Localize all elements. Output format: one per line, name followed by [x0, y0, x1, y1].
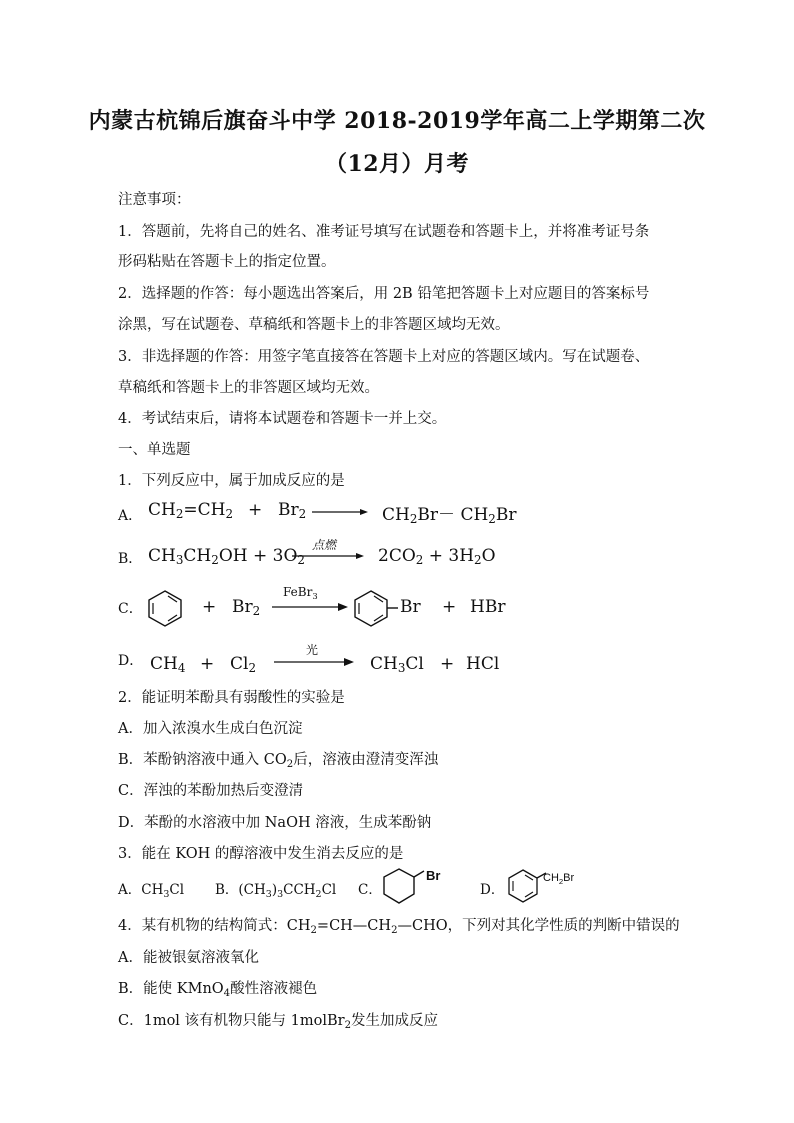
q4-stem: 4．某有机物的结构简式：$CH_2=CH—CH_2—CHO$，下列对其化学性质的判断中错误的 [118, 918, 680, 936]
q1-option-d-product2: HCl [466, 654, 500, 674]
q1-option-a-arrow-icon [310, 506, 370, 518]
q4-option-a: A．能被银氨溶液氧化 [118, 950, 259, 966]
q1-stem: 1．下列反应中，属于加成反应的是 [118, 473, 345, 489]
page-title-line2: （12月）月考 [324, 151, 470, 177]
q1-option-b-reactants: $CH_3CH_2OH + 3O_2$ [148, 546, 305, 567]
note-1a: 1．答题前，先将自己的姓名、准考证号填写在试题卷和答题卡上，并将准考证号条 [118, 224, 650, 240]
q4-option-b: B．能使 KMnO$_4$酸性溶液褪色 [118, 981, 318, 999]
q1-option-d-plus2: + [440, 654, 455, 674]
q1-option-a-product: $CH_2Br- CH_2Br$ [382, 505, 517, 526]
section-heading: 一、单选题 [118, 442, 191, 458]
q1-option-d-label: D． [118, 653, 144, 669]
q2-stem: 2．能证明苯酚具有弱酸性的实验是 [118, 690, 345, 706]
q3-option-d-label: D． [480, 882, 505, 898]
q1-option-c-benzene-icon [144, 588, 186, 628]
note-2b: 涂黑，写在试题卷、草稿纸和答题卡上的非答题区域均无效。 [118, 317, 510, 333]
q3-option-c-label: C． [358, 882, 382, 898]
q4-option-c: C．1mol 该有机物只能与 1molBr$_2$发生加成反应 [118, 1013, 439, 1031]
q1-option-d-condition: 光 [306, 643, 319, 657]
q1-option-c-condition: FeBr$_3$ [283, 585, 318, 601]
q1-option-b-products: $2CO_2 + 3H_2O$ [378, 546, 496, 567]
q1-option-d-plus1: + [200, 654, 215, 674]
q1-option-c-plus2: + [442, 597, 457, 617]
q1-option-b-label: B． [118, 551, 143, 567]
q1-option-c-product2: HBr [470, 597, 506, 617]
q1-option-d-arrow-icon [272, 656, 356, 668]
note-3b: 草稿纸和答题卡上的非答题区域均无效。 [118, 380, 379, 396]
q2-option-d: D．苯酚的水溶液中加 NaOH 溶液，生成苯酚钠 [118, 815, 432, 831]
q1-option-d-product1: $CH_3Cl$ [370, 654, 424, 675]
q1-option-a-reactant1: $CH_2=CH_2$ [148, 500, 234, 521]
q2-option-b: B．苯酚钠溶液中通入 $CO_2$后，溶液由澄清变浑浊 [118, 752, 439, 770]
q1-option-a-plus: + [248, 500, 263, 520]
q3-option-a: A．$CH_3Cl$ [118, 882, 185, 900]
q1-option-c-arrow-icon [270, 601, 350, 613]
note-2a: 2．选择题的作答：每小题选出答案后，用 2B 铅笔把答题卡上对应题目的答案标号 [118, 286, 650, 302]
q3-option-c-br: Br [426, 868, 441, 883]
page-title-line1: 内蒙古杭锦后旗奋斗中学 2018-2019学年高二上学期第二次 [88, 108, 706, 134]
q1-option-c-br: Br [400, 597, 421, 617]
q1-option-a-reactant2: $Br_2$ [278, 500, 307, 521]
notes-heading: 注意事项： [118, 192, 191, 208]
q1-option-c-reactant2: $Br_2$ [232, 597, 261, 618]
q3-option-b: B．$(CH_3)_3CCH_2Cl$ [215, 882, 337, 900]
q1-option-c-plus1: + [202, 597, 217, 617]
q1-option-b-arrow-icon [290, 550, 366, 562]
q1-option-c-label: C． [118, 601, 143, 617]
q1-option-a-label: A． [118, 508, 143, 524]
q3-stem: 3．能在 KOH 的醇溶液中发生消去反应的是 [118, 846, 404, 862]
q3-option-d-group: $CH_2Br$ [543, 872, 575, 886]
note-3a: 3．非选择题的作答：用签字笔直接答在答题卡上对应的答题区域内。写在试题卷、 [118, 349, 650, 365]
q1-option-d-reactant1: $CH_4$ [150, 654, 186, 675]
q3-option-c-cyclohexane-icon [380, 866, 432, 906]
note-4: 4．考试结束后，请将本试题卷和答题卡一并上交。 [118, 411, 447, 427]
q2-option-a: A．加入浓溴水生成白色沉淀 [118, 721, 303, 737]
q2-option-c: C．浑浊的苯酚加热后变澄清 [118, 783, 304, 799]
q1-option-d-reactant2: $Cl_2$ [230, 654, 257, 675]
q1-option-c-bromobenzene-icon [352, 588, 398, 628]
q1-option-b-condition: 点燃 [312, 538, 337, 552]
note-1b: 形码粘贴在答题卡上的指定位置。 [118, 254, 336, 270]
